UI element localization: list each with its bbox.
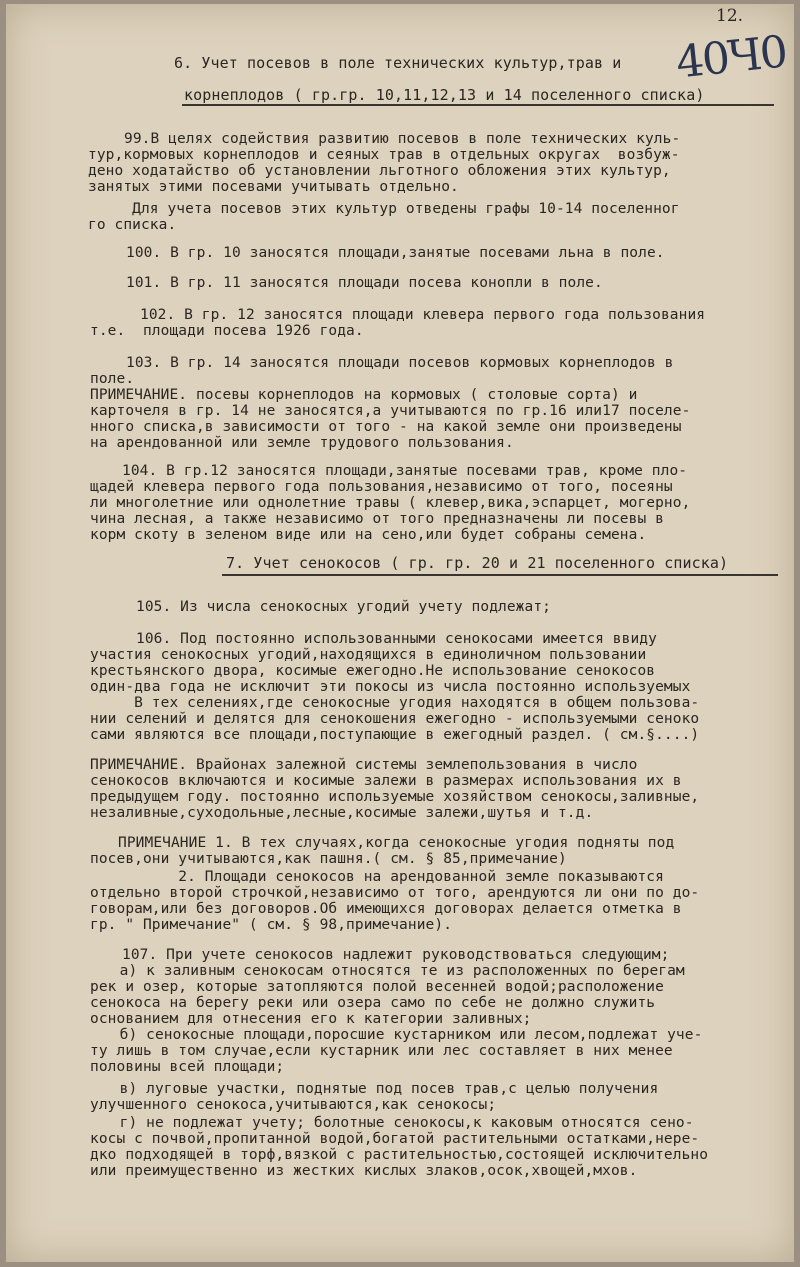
paragraph-99-line-2: тур,кормовых корнеплодов и сеяных трав в отдельных округах возбуж- <box>88 147 680 163</box>
paragraph-106-line-4: один-два года не исключит эти покосы из числа постоянно используемых <box>90 679 691 695</box>
paragraph-99-line-1: 99.В целях содействия развитию посевов в поле технических куль- <box>124 131 681 147</box>
page-number: 12. <box>716 6 744 26</box>
paragraph-104-line-3: ли многолетние или однолетние травы ( клевер,вика,эспарцет, могерно, <box>90 495 691 511</box>
paragraph-106-line-6: нии селений и делятся для сенокошения ежегодно - используемыми сеноко <box>90 711 700 727</box>
note-2-line-1: ПРИМЕЧАНИЕ. Врайонах залежной системы землепользования в число <box>90 757 638 773</box>
paragraph-104-line-4: чина лесная, а также независимо от того предназначены ли посевы в <box>90 511 664 527</box>
note-1-line-2: карточеля в гр. 14 не заносятся,а учитываются по гр.16 или17 поселе- <box>90 403 691 419</box>
paragraph-107-line-12: косы с почвой,пропитанной водой,богатой растительными остатками,нере- <box>90 1131 700 1147</box>
paragraph-107-line-5: основанием для отнесения его к категории заливных; <box>90 1011 532 1027</box>
paragraph-107-line-7: ту лишь в том случае,если кустарник или лес составляет в них менее <box>90 1043 673 1059</box>
paragraph-107-line-8: половины всей площади; <box>90 1059 285 1075</box>
paragraph-100: 100. В гр. 10 заносятся площади,занятые посевами льна в поле. <box>126 245 665 261</box>
paragraph-99-line-6: го списка. <box>88 217 177 233</box>
paragraph-106-line-3: крестьянского двора, косимые ежегодно.Не использование сенокосов <box>90 663 656 679</box>
paragraph-104-line-5: корм скоту в зеленом виде или на сено,или будет собраны семена. <box>90 527 647 543</box>
paragraph-104-line-2: щадей клевера первого года пользования,независимо от того, посеяны <box>90 479 673 495</box>
paragraph-103-line-2: поле. <box>90 371 135 387</box>
margin-handwritten-note: 40Ч0 <box>673 26 789 89</box>
section-6-title-line-1: 6. Учет посевов в поле технических культур,трав и <box>174 54 622 72</box>
paragraph-99-line-4: занятых этими посевами учитывать отдельно. <box>88 179 459 195</box>
note-3-line-1: ПРИМЕЧАНИЕ 1. В тех случаях,когда сенокосные угодия подняты под <box>118 835 675 851</box>
paragraph-107-line-4: сенокоса на берегу реки или озера само по себе не должно служить <box>90 995 656 1011</box>
section-6-title-line-2: корнеплодов ( гр.гр. 10,11,12,13 и 14 поселенного списка) <box>184 86 705 104</box>
paragraph-107-line-10: улучшенного сенокоса,учитываются,как сенокосы; <box>90 1097 497 1113</box>
section-7-underline <box>222 574 778 576</box>
paragraph-107-line-13: дко подходящей в торф,вязкой с растительностью,состоящей исключительно <box>90 1147 709 1163</box>
note-1-line-1: ПРИМЕЧАНИЕ. посевы корнеплодов на кормовых ( столовые сорта) и <box>90 387 638 403</box>
paragraph-107-line-6: б) сенокосные площади,поросшие кустарником или лесом,подлежат уче- <box>102 1027 703 1043</box>
document-text <box>6 4 794 1262</box>
paragraph-106-line-5: В тех селениях,где сенокосные угодия находятся в общем пользова- <box>90 695 700 711</box>
paragraph-104-line-1: 104. В гр.12 заносятся площади,занятые посевами трав, кроме пло- <box>122 463 688 479</box>
paragraph-107-line-2: а) к заливным сенокосам относятся те из расположенных по берегам <box>102 963 685 979</box>
paragraph-102-line-1: 102. В гр. 12 заносятся площади клевера первого года пользования <box>140 307 706 323</box>
paragraph-103-line-1: 103. В гр. 14 заносятся площади посевов кормовых корнеплодов в <box>126 355 674 371</box>
paragraph-106-line-7: сами являются все площади,поступающие в ежегодный раздел. ( см.§....) <box>90 727 700 743</box>
paragraph-107-line-14: или преимущественно из жестких кислых злаков,осок,хвощей,мхов. <box>90 1163 638 1179</box>
note-3-line-2: посев,они учитываются,как пашня.( см. § 85,примечание) <box>90 851 567 867</box>
paragraph-105: 105. Из числа сенокосных угодий учету подлежат; <box>136 599 551 615</box>
paragraph-107-line-3: рек и озер, которые затопляются полой весенней водой;расположение <box>90 979 664 995</box>
note-2-line-2: сенокосов включаются и косимые залежи в размерах использования их в <box>90 773 682 789</box>
paragraph-101: 101. В гр. 11 заносятся площади посева конопли в поле. <box>126 275 603 291</box>
paragraph-99-line-3: дено ходатайство об установлении льготного обложения этих культур, <box>88 163 671 179</box>
paragraph-107-line-1: 107. При учете сенокосов надлежит руководствоваться следующим; <box>122 947 670 963</box>
note-3-line-3: 2. Площади сенокосов на арендованной земле показываются <box>90 869 664 885</box>
document-page <box>6 4 794 1262</box>
note-2-line-3: предыдущем году. постоянно используемые хозяйством сенокосы,заливные, <box>90 789 700 805</box>
note-1-line-3: нного списка,в зависимости от того - на какой земле они произведены <box>90 419 682 435</box>
note-3-line-4: отдельно второй строчкой,независимо от того, арендуются ли они по до- <box>90 885 700 901</box>
paragraph-106-line-1: 106. Под постоянно использованными сенокосами имеется ввиду <box>136 631 657 647</box>
note-1-line-4: на арендованной или земле трудового пользования. <box>90 435 514 451</box>
note-3-line-5: говорам,или без договоров.Об имеющихся договорах делается отметка в <box>90 901 682 917</box>
note-3-line-6: гр. " Примечание" ( см. § 98,примечание). <box>90 917 453 933</box>
section-6-underline <box>182 104 774 106</box>
section-7-title: 7. Учет сенокосов ( гр. гр. 20 и 21 поселенного списка) <box>226 554 729 572</box>
note-2-line-4: незаливные,суходольные,лесные,косимые залежи,шутья и т.д. <box>90 805 594 821</box>
paragraph-107-line-9: в) луговые участки, поднятые под посев трав,с целью получения <box>102 1081 659 1097</box>
paragraph-106-line-2: участия сенокосных угодий,находящихся в единоличном пользовании <box>90 647 647 663</box>
paragraph-102-line-2: т.е. площади посева 1926 года. <box>90 323 364 339</box>
paragraph-99-line-5: Для учета посевов этих культур отведены графы 10-14 поселенног <box>88 201 680 217</box>
paragraph-107-line-11: г) не подлежат учету; болотные сенокосы,к каковым относятся сено- <box>102 1115 694 1131</box>
